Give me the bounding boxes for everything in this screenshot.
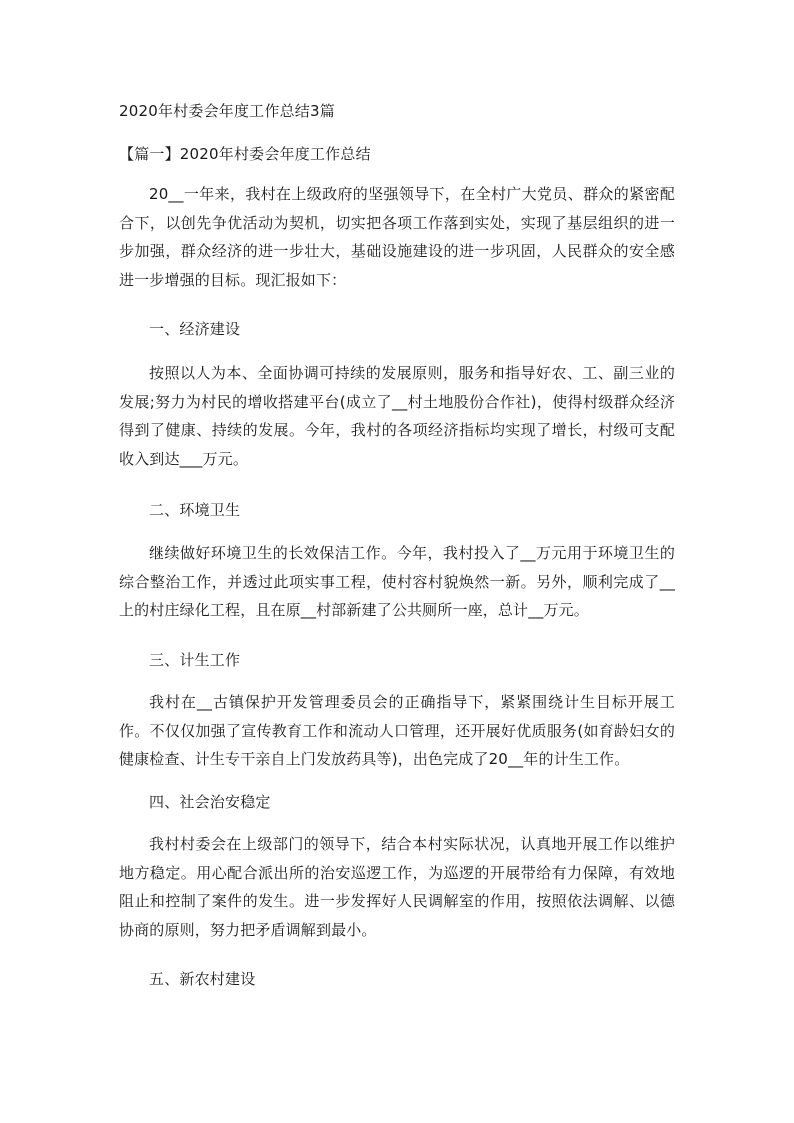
section-heading-family-planning: 三、计生工作 [149,651,241,669]
section-heading-environment: 二、环境卫生 [149,501,241,519]
section-body-family-planning: 我村在__古镇保护开发管理委员会的正确指导下，紧紧围绕计生目标开展工作。不仅仅加强了宣传教育工作和流动人口管理，还开展好优质服务(如育龄妇女的健康检查、计生专干亲自上门发放药具等)，出色完成了20__年的计生工作。 [119,693,675,768]
section-body-public-security: 我村村委会在上级部门的领导下，结合本村实际状况，认真地开展工作以维护地方稳定。用心配合派出所的治安巡逻工作，为巡逻的开展带给有力保障，有效地阻止和控制了案件的发生。进一步发挥好人民调解室的作用，按照依法调解、以德协商的原则，努力把矛盾调解到最小。 [119,835,675,939]
document-title: 2020年村委会年度工作总结3篇 [119,102,335,120]
section-body-environment: 继续做好环境卫生的长效保洁工作。今年，我村投入了__万元用于环境卫生的综合整治工作，并透过此项实事工程，使村容村貌焕然一新。另外，顺利完成了__上的村庄绿化工程，且在原__村部新建了公共厕所一座，总计__万元。 [119,544,675,619]
intro-paragraph: 20__一年来，我村在上级政府的坚强领导下，在全村广大党员、群众的紧密配合下，以创先争优活动为契机，切实把各项工作落到实处，实现了基层组织的进一步加强，群众经济的进一步壮大，基础设施建设的进一步巩固，人民群众的安全感进一步增强的目标。现汇报如下： [119,185,675,289]
section-body-economy: 按照以人为本、全面协调可持续的发展原则，服务和指导好农、工、副三业的发展;努力为村民的增收搭建平台(成立了__村土地股份合作社)，使得村级群众经济得到了健康、持续的发展。今年，我村的各项经济指标均实现了增长，村级可支配收入到达___万元。 [119,364,675,468]
part-title: 【篇一】2020年村委会年度工作总结 [119,145,371,163]
section-heading-economy: 一、经济建设 [149,320,241,338]
section-heading-new-countryside: 五、新农村建设 [149,970,256,988]
section-heading-public-security: 四、社会治安稳定 [149,793,271,811]
